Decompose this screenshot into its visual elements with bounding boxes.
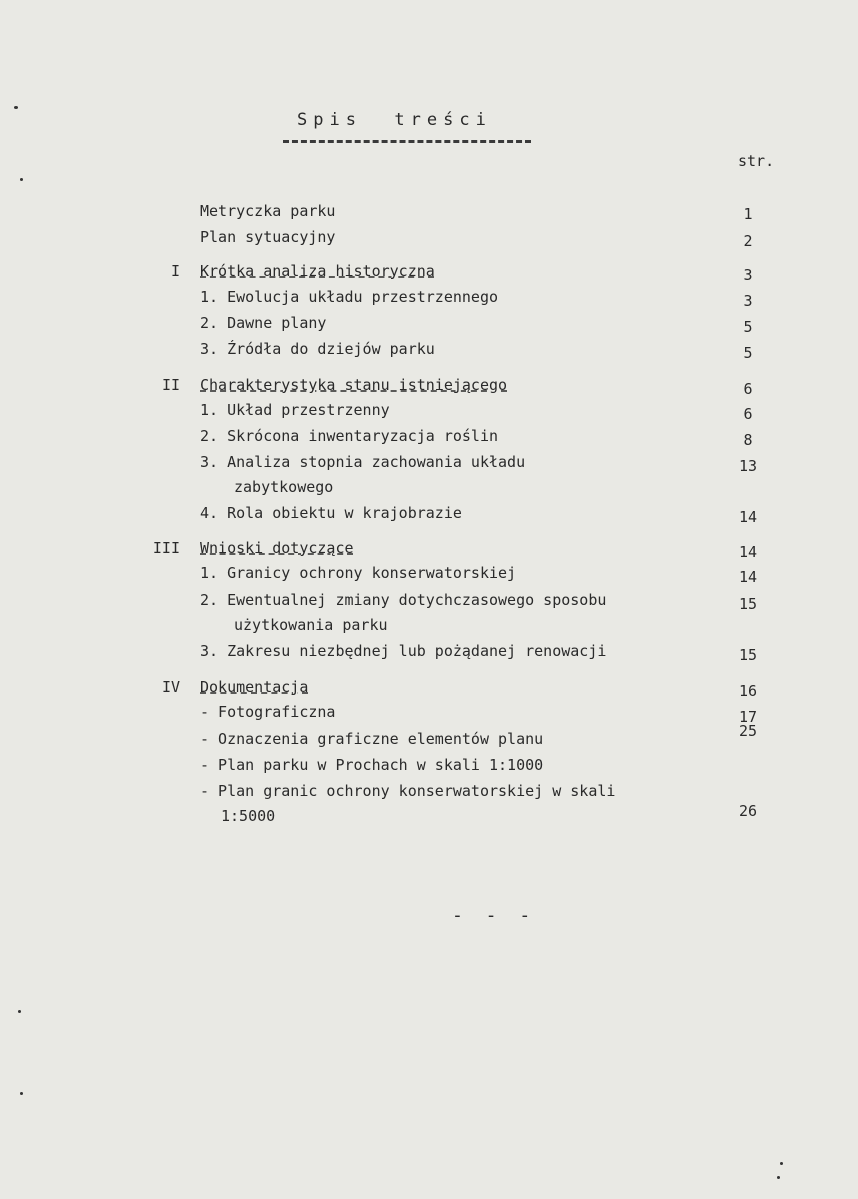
toc-entry-page: 6 xyxy=(743,380,753,398)
toc-entry-text: Metryczka parku xyxy=(200,202,336,220)
toc-entry-page: 16 xyxy=(738,682,758,700)
toc-section-number: IV xyxy=(161,678,180,696)
title-underline xyxy=(283,140,531,143)
scan-speck xyxy=(780,1162,783,1165)
toc-section-title: Dokumentacja xyxy=(200,678,309,696)
page-column-label: str. xyxy=(738,152,775,170)
toc-entry-text: 3. Analiza stopnia zachowania układu xyxy=(200,453,526,471)
toc-entry-page: 2 xyxy=(743,232,753,250)
toc-entry-page: 5 xyxy=(743,344,753,362)
toc-entry-page: 14 xyxy=(738,543,758,561)
toc-entry-text: Plan sytuacyjny xyxy=(200,228,336,246)
scan-speck xyxy=(14,106,18,109)
toc-entry-text-continued: użytkowania parku xyxy=(234,616,388,634)
toc-entry-page: 1 xyxy=(743,205,753,223)
toc-entry-text: 3. Zakresu niezbędnej lub pożądanej renowacji xyxy=(200,642,607,660)
toc-entry-text: 1. Granicy ochrony konserwatorskiej xyxy=(200,564,517,582)
scan-speck xyxy=(20,1092,23,1095)
scan-speck xyxy=(777,1176,780,1179)
toc-section-title: Krótka analiza historyczna xyxy=(200,262,435,280)
scan-speck xyxy=(20,178,23,181)
toc-entry-page: 8 xyxy=(743,431,753,449)
toc-entry-text: 1. Układ przestrzenny xyxy=(200,401,390,419)
toc-entry-text: 1. Ewolucja układu przestrzennego xyxy=(200,288,499,306)
toc-entry-page: 17 xyxy=(738,708,758,726)
toc-section-number: II xyxy=(161,376,180,394)
toc-entry-page: 5 xyxy=(743,318,753,336)
toc-entry-page: 6 xyxy=(743,405,753,423)
toc-entry-page: 15 xyxy=(738,646,758,664)
end-mark: - - - xyxy=(452,905,537,926)
toc-entry-text: - Oznaczenia graficzne elementów planu xyxy=(200,730,544,748)
toc-entry-text-continued: zabytkowego xyxy=(234,478,334,496)
toc-entry-text: 2. Ewentualnej zmiany dotychczasowego sposobu xyxy=(200,591,607,609)
toc-entry-text: 2. Dawne plany xyxy=(200,314,327,332)
toc-entry-page: 26 xyxy=(738,802,758,820)
toc-entry-text: 2. Skrócona inwentaryzacja roślin xyxy=(200,427,499,445)
toc-entry-text: - Plan granic ochrony konserwatorskiej w skali xyxy=(200,782,616,800)
toc-section-number: III xyxy=(152,539,180,557)
toc-entry-page: 15 xyxy=(738,595,758,613)
toc-entry-page: 13 xyxy=(738,457,758,475)
page-title: Spis treści xyxy=(297,110,492,130)
toc-entry-text: 3. Źródła do dziejów parku xyxy=(200,340,435,358)
scan-speck xyxy=(18,1010,21,1013)
toc-entry-page: 14 xyxy=(738,568,758,586)
toc-entry-text-continued: 1:5000 xyxy=(221,807,276,825)
toc-section-number: I xyxy=(170,262,180,280)
toc-entry-page: 25 xyxy=(738,722,758,740)
toc-entry-page: 3 xyxy=(743,292,753,310)
toc-entry-page: 3 xyxy=(743,266,753,284)
toc-entry-text: - Plan parku w Prochach w skali 1:1000 xyxy=(200,756,544,774)
toc-entry-page: 14 xyxy=(738,508,758,526)
toc-section-title: Wnioski dotyczące xyxy=(200,539,354,557)
toc-entry-text: 4. Rola obiektu w krajobrazie xyxy=(200,504,462,522)
toc-section-title: Charakterystyka stanu istniejącego xyxy=(200,376,508,394)
toc-entry-text: - Fotograficzna xyxy=(200,703,336,721)
